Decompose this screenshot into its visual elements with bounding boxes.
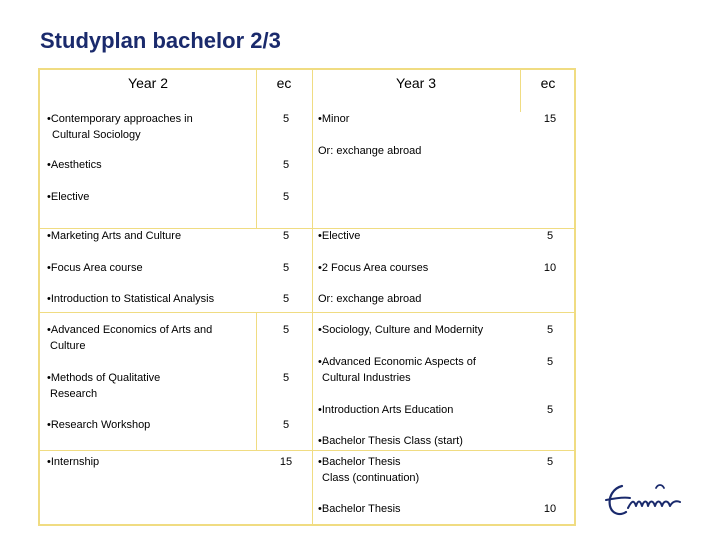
year3-ec: 15 [543, 113, 557, 125]
row-divider [38, 312, 576, 313]
year2-course: •Focus Area course [47, 262, 143, 274]
row-divider [38, 450, 576, 451]
year3-ec: 5 [546, 324, 554, 336]
year2-course: •Elective [47, 191, 90, 203]
year2-ec: 5 [282, 191, 290, 203]
year2-ec: 5 [282, 159, 290, 171]
year3-course: •Bachelor Thesis Class (continuation) [318, 456, 420, 484]
year3-course: •Sociology, Culture and Modernity [318, 324, 484, 336]
year2-course: •Introduction to Statistical Analysis [47, 293, 215, 305]
header-ec-right: ec [540, 75, 556, 91]
year2-ec: 15 [279, 456, 293, 468]
year3-ec: 10 [543, 262, 557, 274]
year3-course: •Bachelor Thesis [318, 503, 401, 515]
year2-course: •Marketing Arts and Culture [47, 230, 182, 242]
year2-ec: 5 [282, 324, 290, 336]
year3-ec: 5 [546, 456, 554, 468]
year2-course: •Internship [47, 456, 100, 468]
year2-ec: 5 [282, 293, 290, 305]
year2-ec: 5 [282, 262, 290, 274]
year3-note: Or: exchange abroad [318, 293, 422, 305]
year2-ec: 5 [282, 113, 290, 125]
year3-ec: 5 [546, 404, 554, 416]
year3-course: •2 Focus Area courses [318, 262, 429, 274]
year2-ec: 5 [282, 419, 290, 431]
year3-course: •Introduction Arts Education [318, 404, 454, 416]
year2-ec: 5 [282, 372, 290, 384]
erasmus-signature-logo-icon [600, 478, 684, 522]
year3-course: •Minor [318, 113, 350, 125]
year2-course: •Advanced Economics of Arts and Culture [47, 324, 213, 352]
year3-ec: 5 [546, 230, 554, 242]
year2-course: •Contemporary approaches in Cultural Sociology [47, 113, 193, 141]
year2-ec: 5 [282, 230, 290, 242]
year3-course: •Bachelor Thesis Class (start) [318, 435, 463, 447]
page-title: Studyplan bachelor 2/3 [40, 28, 281, 53]
year3-ec: 5 [546, 356, 554, 368]
year2-course: •Research Workshop [47, 419, 151, 431]
header-year3: Year 3 [396, 75, 436, 91]
header-ec-left: ec [276, 75, 292, 91]
header-year2: Year 2 [128, 75, 168, 91]
year2-course: •Methods of Qualitative Research [47, 372, 161, 400]
year3-note: Or: exchange abroad [318, 145, 422, 157]
year3-course: •Elective [318, 230, 361, 242]
year3-course: •Advanced Economic Aspects of Cultural Industries [318, 356, 476, 384]
year3-ec: 10 [543, 503, 557, 515]
year2-course: •Aesthetics [47, 159, 102, 171]
